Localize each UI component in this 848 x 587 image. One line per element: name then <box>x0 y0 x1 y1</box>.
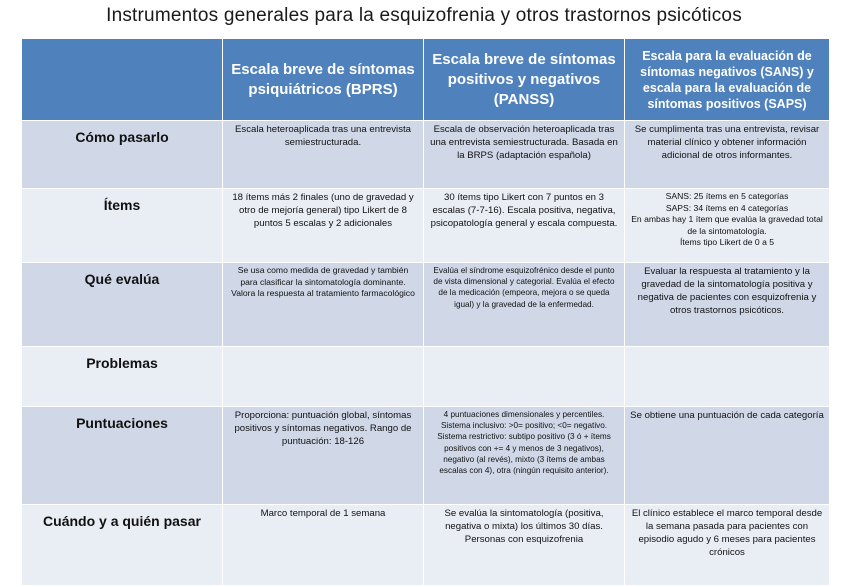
row-label: Puntuaciones <box>22 407 223 505</box>
row-label: Cómo pasarlo <box>22 121 223 189</box>
cell-panss: Escala de observación heteroaplicada tras una entrevista semiestructurada. Basada en la BRPS (adaptación española) <box>424 121 625 189</box>
table-row <box>22 189 830 263</box>
cell-sans-saps: Se obtiene una puntuación de cada categoría <box>625 407 830 505</box>
cell-bprs: Escala heteroaplicada tras una entrevista semiestructurada. <box>223 121 424 189</box>
cell-sans-saps: SANS: 25 ítems en 5 categorías SAPS: 34 ítems en 4 categorías En ambas hay 1 ítem que evalúa la gravedad total de la sintomatología. Ítems tipo Likert de 0 a 5 <box>625 189 830 263</box>
cell-panss: 30 ítems tipo Likert con 7 puntos en 3 escalas (7-7-16). Escala positiva, negativa, psicopatología general y escala compuesta. <box>424 189 625 263</box>
row-label: Qué evalúa <box>22 263 223 347</box>
cell-panss: 4 puntuaciones dimensionales y percentiles. Sistema inclusivo: >0= positivo; <0= negativo. Sistema restrictivo: subtipo positivo (3 ó + ítems positivos con += 4 y menos de 3 negativos), negativo (al revés), mixto (3 ítems de ambas escalas con 4), otra (ningún requisito anterior). <box>424 407 625 505</box>
row-label: Problemas <box>22 347 223 407</box>
cell-bprs: Proporciona: puntuación global, síntomas positivos y síntomas negativos. Rango de puntuación: 18-126 <box>223 407 424 505</box>
cell-panss: Evalúa el síndrome esquizofrénico desde el punto de vista dimensional y categorial. Evalúa el efecto de la medicación (empeora, mejora o se queda igual) y la gravedad de la enfermedad. <box>424 263 625 347</box>
cell-panss: Se evalúa la sintomatología (positiva, negativa o mixta) los últimos 30 días. Personas con esquizofrenia <box>424 505 625 586</box>
cell-sans-saps: El clínico establece el marco temporal desde la semana pasada para pacientes con episodio agudo y 6 meses para pacientes crónicos <box>625 505 830 586</box>
cell-panss <box>424 347 625 407</box>
header-row <box>22 39 830 121</box>
cell-sans-saps: Evaluar la respuesta al tratamiento y la gravedad de la sintomatología positiva y negativa de pacientes con esquizofrenia y otros trastornos psicóticos. <box>625 263 830 347</box>
cell-bprs: Se usa como medida de gravedad y también para clasificar la sintomatología dominante. Valora la respuesta al tratamiento farmacológico <box>223 263 424 347</box>
header-panss: Escala breve de síntomas positivos y negativos (PANSS) <box>424 39 625 121</box>
cell-bprs: Marco temporal de 1 semana <box>223 505 424 586</box>
row-label: Cuándo y a quién pasar <box>22 505 223 586</box>
table-row <box>22 263 830 347</box>
table-row <box>22 347 830 407</box>
cell-bprs <box>223 347 424 407</box>
cell-sans-saps <box>625 347 830 407</box>
cell-sans-saps: Se cumplimenta tras una entrevista, revisar material clínico y obtener información adicional de otros informantes. <box>625 121 830 189</box>
instruments-table <box>21 38 830 586</box>
row-label: Ítems <box>22 189 223 263</box>
page-title: Instrumentos generales para la esquizofrenia y otros trastornos psicóticos <box>106 5 742 26</box>
header-sans-saps: Escala para la evaluación de síntomas negativos (SANS) y escala para la evaluación de síntomas positivos (SAPS) <box>625 39 830 121</box>
table-row <box>22 505 830 586</box>
cell-bprs: 18 ítems más 2 finales (uno de gravedad y otro de mejoría general) tipo Likert de 8 puntos 5 escalas y 2 adicionales <box>223 189 424 263</box>
header-bprs: Escala breve de síntomas psiquiátricos (BPRS) <box>223 39 424 121</box>
header-empty-cell <box>22 39 223 121</box>
table-row <box>22 407 830 505</box>
table-row <box>22 121 830 189</box>
